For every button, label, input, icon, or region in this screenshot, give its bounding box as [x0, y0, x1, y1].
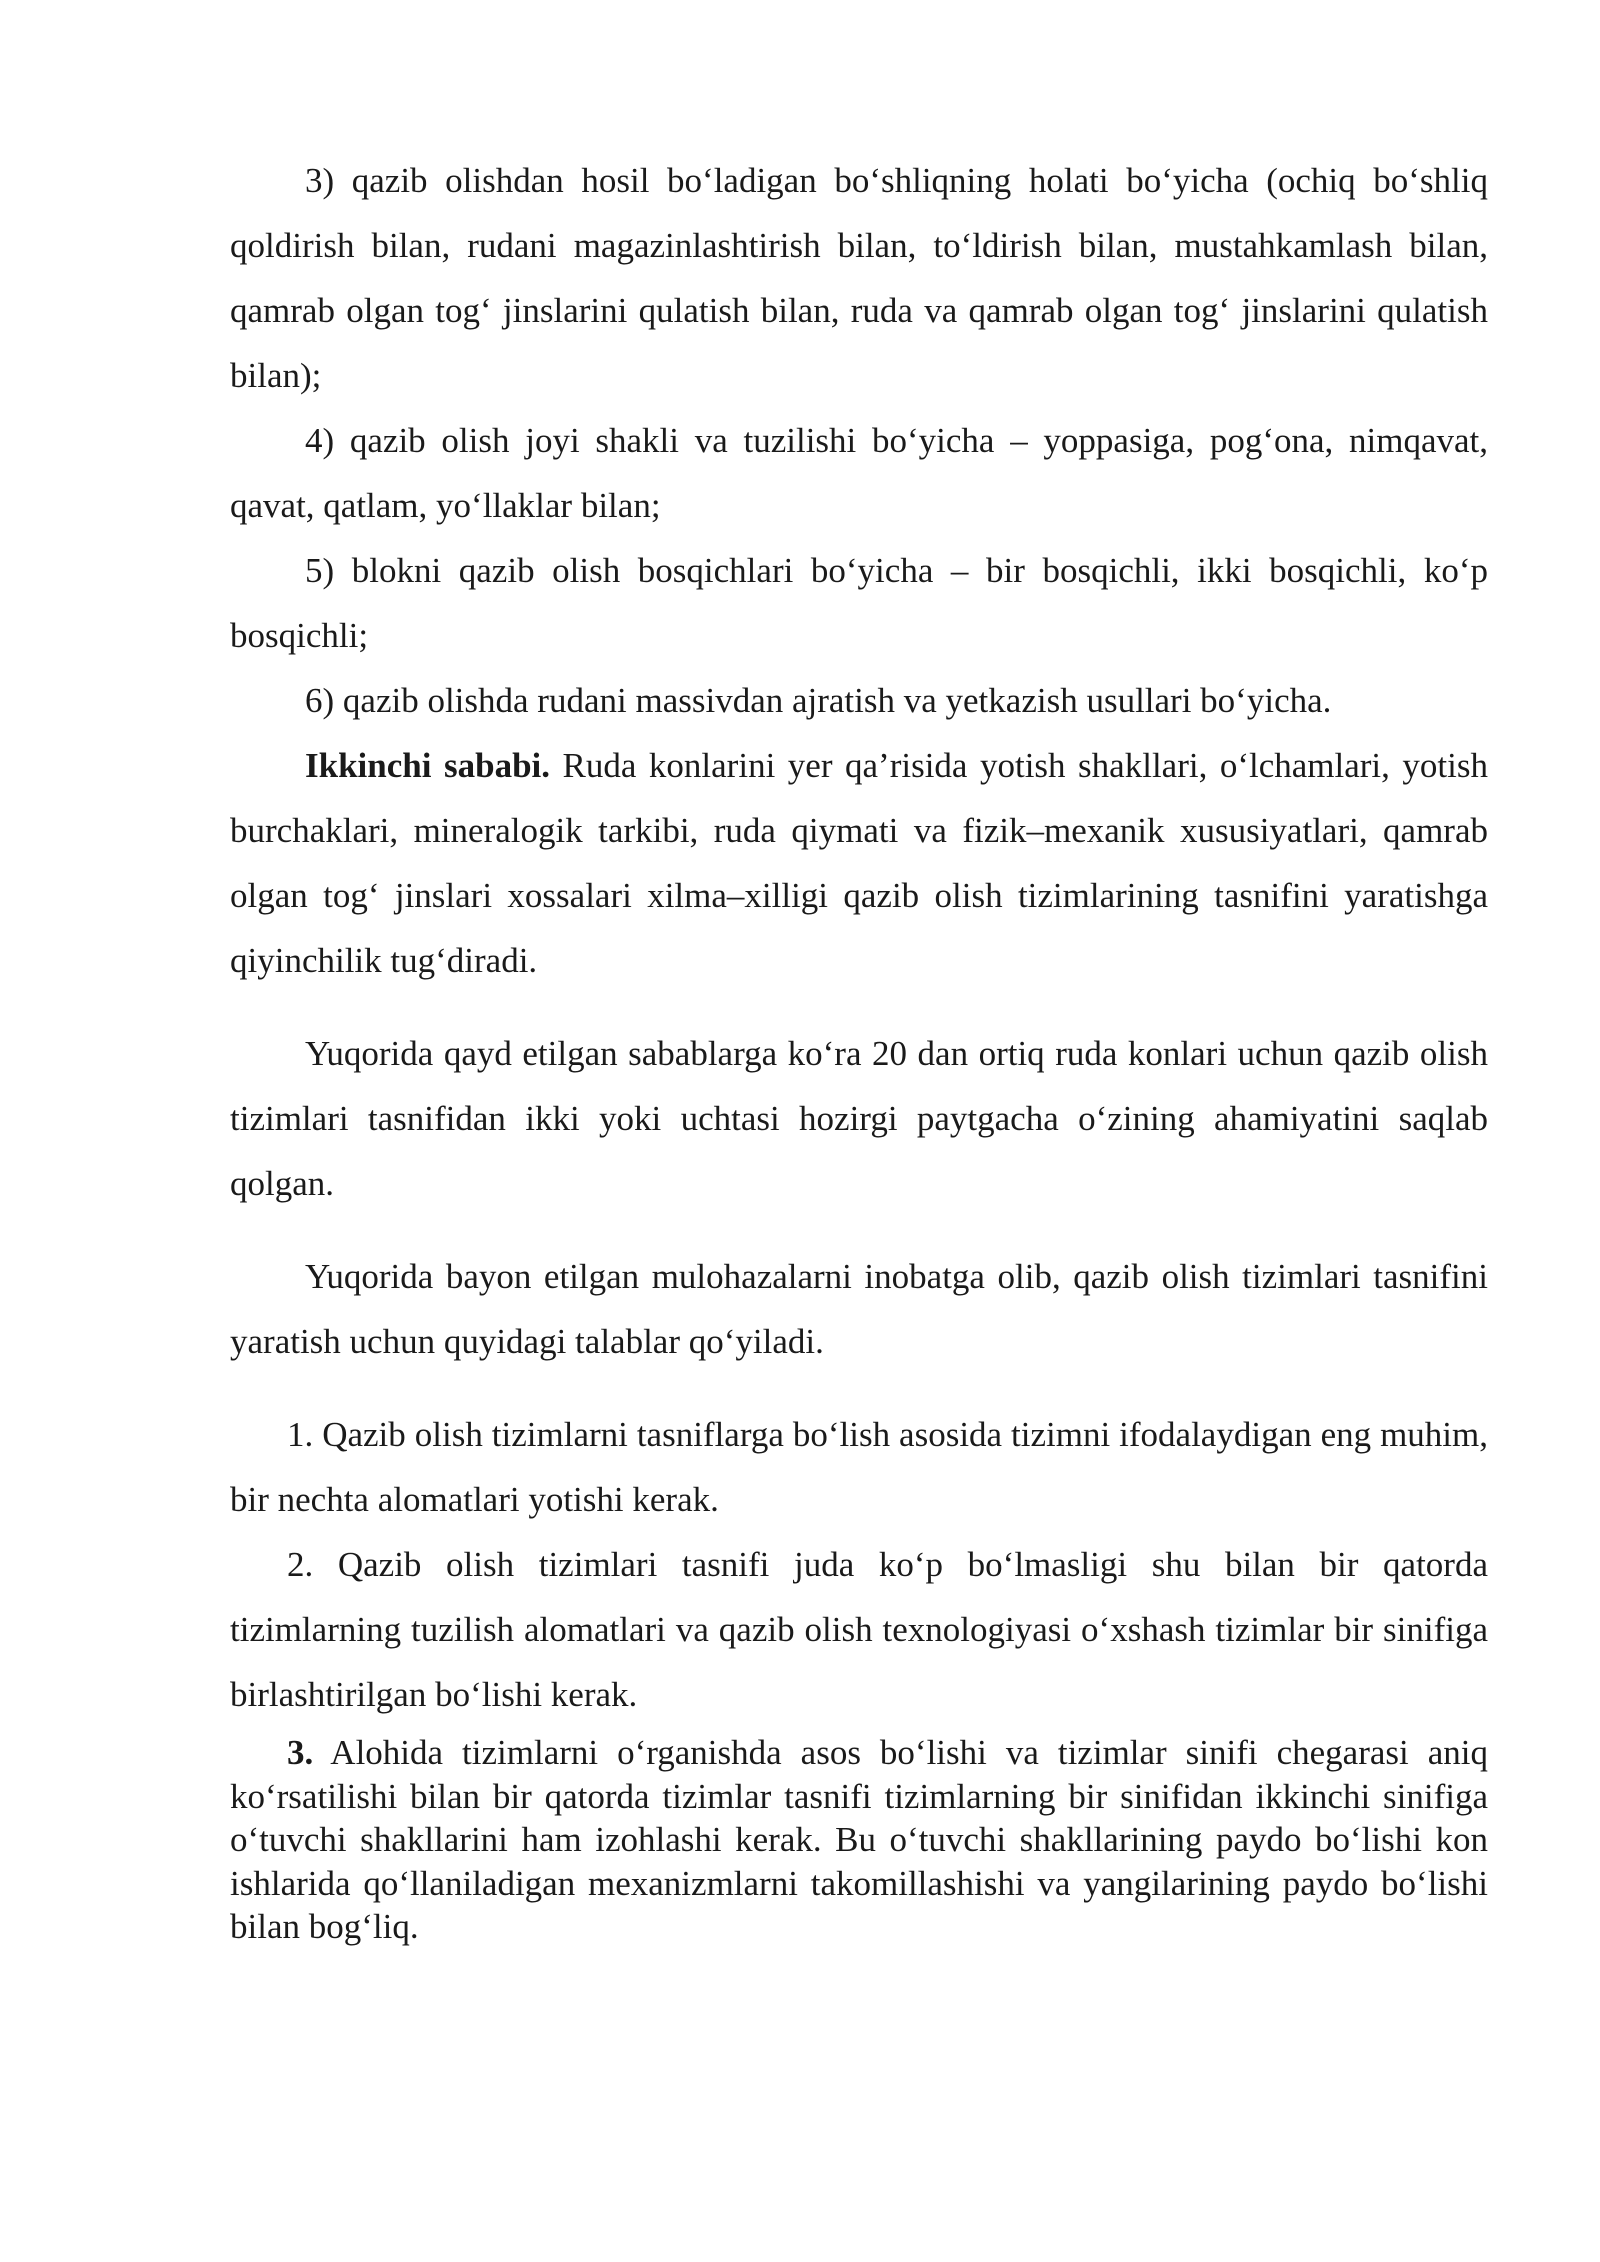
requirement-item-1: 1. Qazib olish tizimlarni tasniflarga bo‘lish asosida tizimni ifodalaydigan eng muhim, bir nechta alomatlari yotishi kerak. [230, 1415, 1488, 1519]
requirement-3-number: 3. [287, 1733, 314, 1772]
requirement-item-2: 2. Qazib olish tizimlari tasnifi juda ko‘p bo‘lmasligi shu bilan bir qatorda tizimlarning tuzilish alomatlari va qazib olish texnologiyasi o‘xshash tizimlar bir sinifiga birlashtirilgan bo‘lishi kerak. [230, 1545, 1488, 1714]
document-body [230, 148, 1488, 1949]
paragraph-item-5: 5) blokni qazib olish bosqichlari bo‘yicha – bir bosqichli, ikki bosqichli, ko‘p bosqichli; [230, 551, 1488, 655]
paragraph-item-6: 6) qazib olishda rudani massivdan ajratish va yetkazish usullari bo‘yicha. [305, 681, 1332, 720]
second-reason-label: Ikkinchi sababi. [305, 746, 551, 785]
paragraph-second-reason [230, 733, 1488, 993]
second-reason-text: Ruda konlarini yer qa’risida yotish shakllari, o‘lchamlari, yotish burchaklari, mineralogik tarkibi, ruda qiymati va fizik–mexanik xususiyatlari, qamrab olgan tog‘ jinslari xossalari xilma–xilligi qazib olish tizimlarining tasnifini yaratishga qiyinchilik tug‘diradi. [230, 746, 1488, 980]
requirement-3-text: Alohida tizimlarni o‘rganishda asos bo‘lishi va tizimlar sinifi chegarasi aniq ko‘rsatilishi bilan bir qatorda tizimlar tasnifi tizimlarning bir sinifidan ikkinchi sinifiga o‘tuvchi shakllarini ham izohlashi kerak. Bu o‘tuvchi shakllarining paydo bo‘lishi kon ishlarida qo‘llaniladigan mexanizmlarni takomillashishi va yangilarining paydo bo‘lishi bilan bog‘liq. [230, 1733, 1488, 1946]
paragraph-item-4: 4) qazib olish joyi shakli va tuzilishi bo‘yicha – yoppasiga, pog‘ona, nimqavat, qavat, qatlam, yo‘llaklar bilan; [230, 421, 1488, 525]
paragraph-requirements-intro: Yuqorida bayon etilgan mulohazalarni inobatga olib, qazib olish tizimlari tasnifini yaratish uchun quyidagi talablar qo‘yiladi. [230, 1257, 1488, 1361]
paragraph-item-3: 3) qazib olishdan hosil bo‘ladigan bo‘shliqning holati bo‘yicha (ochiq bo‘shliq qoldirish bilan, rudani magazinlashtirish bilan, to‘ldirish bilan, mustahkamlash bilan, qamrab olgan tog‘ jinslarini qulatish bilan, ruda va qamrab olgan tog‘ jinslarini qulatish bilan); [230, 161, 1488, 395]
paragraph-reasons-summary: Yuqorida qayd etilgan sabablarga ko‘ra 20 dan ortiq ruda konlari uchun qazib olish tizimlari tasnifidan ikki yoki uchtasi hozirgi paytgacha o‘zining ahamiyatini saqlab qolgan. [230, 1034, 1488, 1203]
requirement-item-3 [230, 1731, 1488, 1949]
